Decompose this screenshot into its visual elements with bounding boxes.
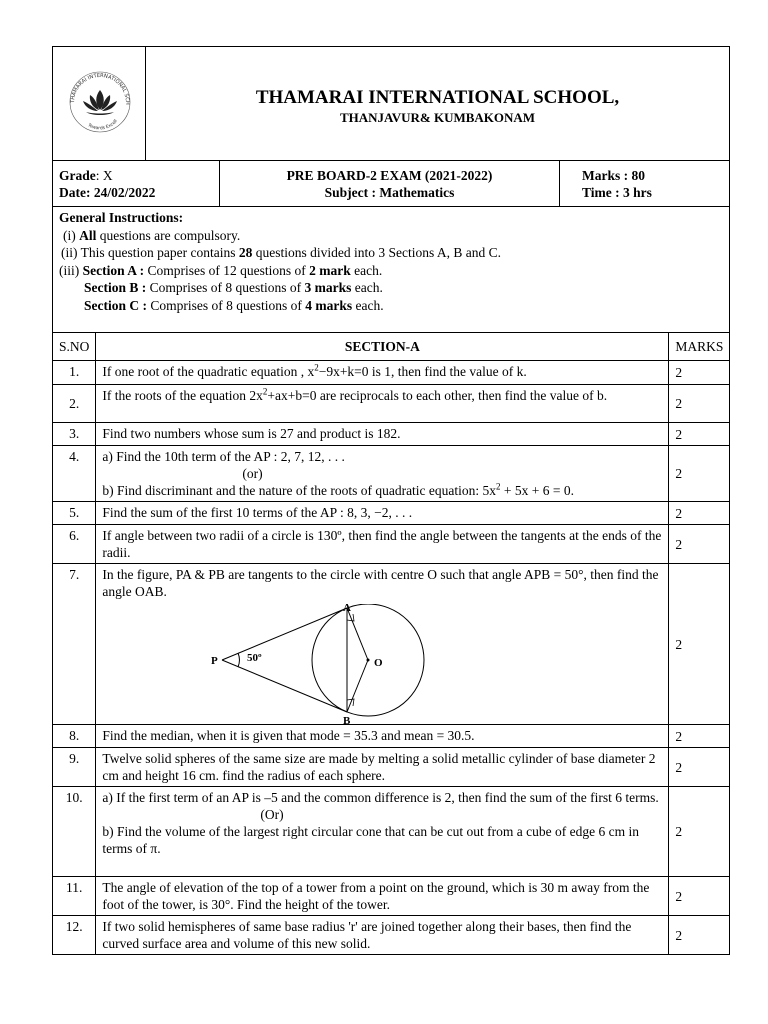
school-title-cell	[146, 47, 730, 161]
table-row: 11. The angle of elevation of the top of a tower from a point on the ground, which is 30 m away from the foot of the tower, is 30°. Find the height of the tower. 2	[53, 877, 730, 916]
exam-info	[52, 160, 730, 207]
section-title: SECTION-A	[96, 333, 669, 361]
question-text: Find the median, when it is given that mode = 35.3 and mean = 30.5.	[96, 725, 669, 748]
col-marks: MARKS	[669, 333, 730, 361]
question-text: Twelve solid spheres of the same size are made by melting a solid metallic cylinder of base diameter 2 cm and height 16 cm. find the radius of each sphere.	[96, 748, 669, 787]
table-row: 9. Twelve solid spheres of the same size are made by melting a solid metallic cylinder of base diameter 2 cm and height 16 cm. find the radius of each sphere. 2	[53, 748, 730, 787]
question-text: Find two numbers whose sum is 27 and product is 182.	[96, 423, 669, 446]
question-text: If angle between two radii of a circle is 130º, then find the angle between the tangents at the ends of the radii.	[96, 525, 669, 564]
school-logo-cell	[53, 47, 146, 161]
exam-date: Date: 24/02/2022	[59, 185, 156, 200]
exam-title-cell	[220, 161, 560, 207]
instruction-ii: (ii) This question paper contains 28 questions divided into 3 Sections A, B and C.	[61, 245, 501, 260]
instruction-section-c: Section C : Comprises of 8 questions of 4 marks each.	[84, 297, 384, 313]
question-text: In the figure, PA & PB are tangents to the circle with centre O such that angle APB = 50°, then find the angle OAB. A B P O 50º	[96, 564, 669, 725]
grade-value: : X	[95, 168, 113, 183]
grade-label: Grade	[59, 168, 96, 183]
question-text: The angle of elevation of the top of a tower from a point on the ground, which is 30 m away from the foot of the tower, is 30°. Find the height of the tower.	[96, 877, 669, 916]
instruction-section-b: Section B : Comprises of 8 questions of 3 marks each.	[84, 280, 383, 295]
instruction-iii: (iii) Section A : Comprises of 12 questions of 2 mark each.	[59, 262, 383, 278]
label-O: O	[374, 657, 383, 669]
table-row: 4. a) Find the 10th term of the AP : 2, 7, 12, . . . (or) b) Find discriminant and the nature of the roots of quadratic equation: $5x^2 + 5x + 6 = 0$. 2	[53, 446, 730, 502]
question-paper	[52, 46, 730, 955]
label-B: B	[343, 715, 351, 726]
marks-time-cell	[560, 161, 730, 207]
instructions-title: General Instructions:	[59, 210, 184, 225]
table-row: 10. a) If the first term of an AP is –5 and the common difference is 2, then find the sum of the first 6 terms. (Or) b) Find the volume of the largest right circular cone that can be cut out from a cube of edge 6 cm in terms of π. 2	[53, 787, 730, 877]
school-header	[52, 46, 730, 161]
question-text: a) Find the 10th term of the AP : 2, 7, 12, . . . (or) b) Find discriminant and the nature of the roots of quadratic equation: $5x^2 + 5x + 6 = 0$.	[96, 446, 669, 502]
label-angle: 50º	[247, 652, 263, 664]
school-name: THAMARAI INTERNATIONAL SCHOOL,	[255, 87, 620, 108]
table-row: 6. If angle between two radii of a circle is 130º, then find the angle between the tangents at the ends of the radii. 2	[53, 525, 730, 564]
table-row: 3. Find two numbers whose sum is 27 and product is 182. 2	[53, 423, 730, 446]
exam-subject: Subject : Mathematics	[324, 185, 455, 200]
school-location: THANJAVUR& KUMBAKONAM	[339, 110, 536, 125]
table-row: 12. If two solid hemispheres of same base radius 'r' are joined together along their bases, then find the curved surface area and volume of this new solid. 2	[53, 916, 730, 955]
table-row: 7. In the figure, PA & PB are tangents to the circle with centre O such that angle APB = 50°, then find the angle OAB. A B P O 50º 2	[53, 564, 730, 725]
svg-text:THAMARAI INTERNATIONAL SCHOOL: THAMARAI INTERNATIONAL SCH	[69, 72, 131, 105]
table-row: 5. Find the sum of the first 10 terms of the AP : 8, 3, −2, . . . 2	[53, 502, 730, 525]
question-text: a) If the first term of an AP is –5 and the common difference is 2, then find the sum of the first 6 terms. (Or) b) Find the volume of the largest right circular cone that can be cut out from a cube of edge 6 cm in terms of π.	[96, 787, 669, 877]
label-A: A	[343, 604, 352, 615]
col-sno: S.NO	[53, 333, 96, 361]
instruction-i: (i) All questions are compulsory.	[63, 227, 241, 243]
section-a-table	[52, 332, 730, 955]
general-instructions	[52, 206, 730, 333]
table-row: 2. If the roots of the equation $2x^2+ax+b=0$ are reciprocals to each other, then find the value of b. 2	[53, 385, 730, 423]
question-text: If two solid hemispheres of same base radius 'r' are joined together along their bases, then find the curved surface area and volume of this new solid.	[96, 916, 669, 955]
table-header-row	[53, 333, 730, 361]
exam-time: Time : 3 hrs	[582, 185, 652, 200]
question-text: Find the sum of the first 10 terms of the AP : 8, 3, −2, . . .	[96, 502, 669, 525]
svg-text:Towards Excellence: Towards Excell	[86, 119, 119, 132]
tangent-diagram	[102, 604, 662, 726]
tangent-figure	[102, 604, 662, 726]
school-logo-icon	[54, 48, 144, 154]
grade-date-cell	[53, 161, 220, 207]
total-marks: Marks : 80	[582, 168, 645, 183]
table-row: 8. Find the median, when it is given that mode = 35.3 and mean = 30.5. 2	[53, 725, 730, 748]
label-P: P	[211, 655, 219, 667]
question-text: If the roots of the equation $2x^2+ax+b=0$ are reciprocals to each other, then find the value of b.	[96, 385, 669, 423]
table-row: 1. If one root of the quadratic equation , $x^2-9x+k=0$ is 1, then find the value of k. 2	[53, 361, 730, 385]
exam-title: PRE BOARD-2 EXAM (2021-2022)	[286, 168, 493, 183]
question-text: If one root of the quadratic equation , $x^2-9x+k=0$ is 1, then find the value of k.	[96, 361, 669, 385]
